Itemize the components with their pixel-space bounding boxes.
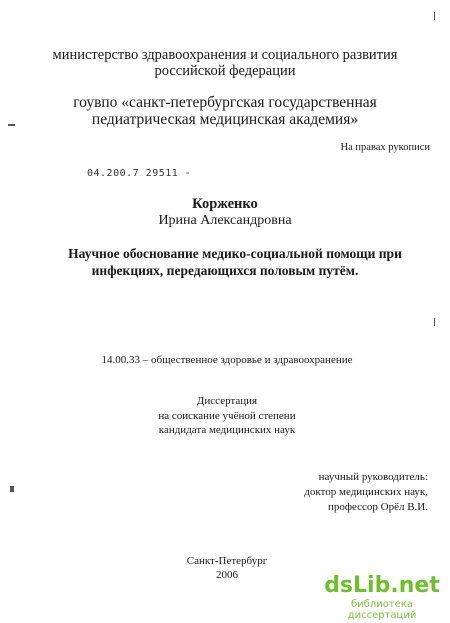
degree-line-1: Диссертация <box>196 395 258 407</box>
thesis-title-line-1: Научное обоснование медико-социальной помощи при <box>68 246 402 261</box>
supervisor-line-1: научный руководитель: <box>318 471 428 483</box>
scan-mark-left-2 <box>10 486 14 492</box>
ministry-line-2: российской федерации <box>154 63 296 79</box>
author-name: Ирина Александровна <box>158 213 292 228</box>
supervisor-line-2: доктор медицинских наук, <box>304 486 428 498</box>
author-surname: Корженко <box>192 196 258 212</box>
thesis-title-line-2: инфекциях, передающихся половым путём. <box>91 263 359 278</box>
academy-line-2: педиатрическая медицинская академия» <box>91 111 359 128</box>
supervisor-line-3: профессор Орёл В.И. <box>327 501 428 513</box>
degree-line-3: кандидата медицинских наук <box>158 424 296 436</box>
supervisor-block <box>304 470 428 515</box>
watermark-subtitle: библиотека диссертаций <box>347 599 417 621</box>
scan-mark-right-2 <box>434 318 435 326</box>
stamp-number: 04.200.7 29511 - <box>87 168 192 179</box>
academy-line-1: гоувпо «санкт-петербургская государственная <box>73 94 377 111</box>
footer-year: 2006 <box>216 569 238 581</box>
degree-line-2: на соискание учёной степени <box>158 410 296 422</box>
footer-city: Санкт-Петербург <box>186 555 268 567</box>
watermark <box>322 575 442 621</box>
specialty: 14.00.33 – общественное здоровье и здравоохранение <box>101 354 353 366</box>
ministry-line-1: министерство здравоохранения и социального развития <box>52 47 398 63</box>
watermark-logo: dsLib.net <box>324 573 440 598</box>
scan-mark-right <box>434 12 435 20</box>
manuscript-note: На правах рукописи <box>340 142 430 153</box>
